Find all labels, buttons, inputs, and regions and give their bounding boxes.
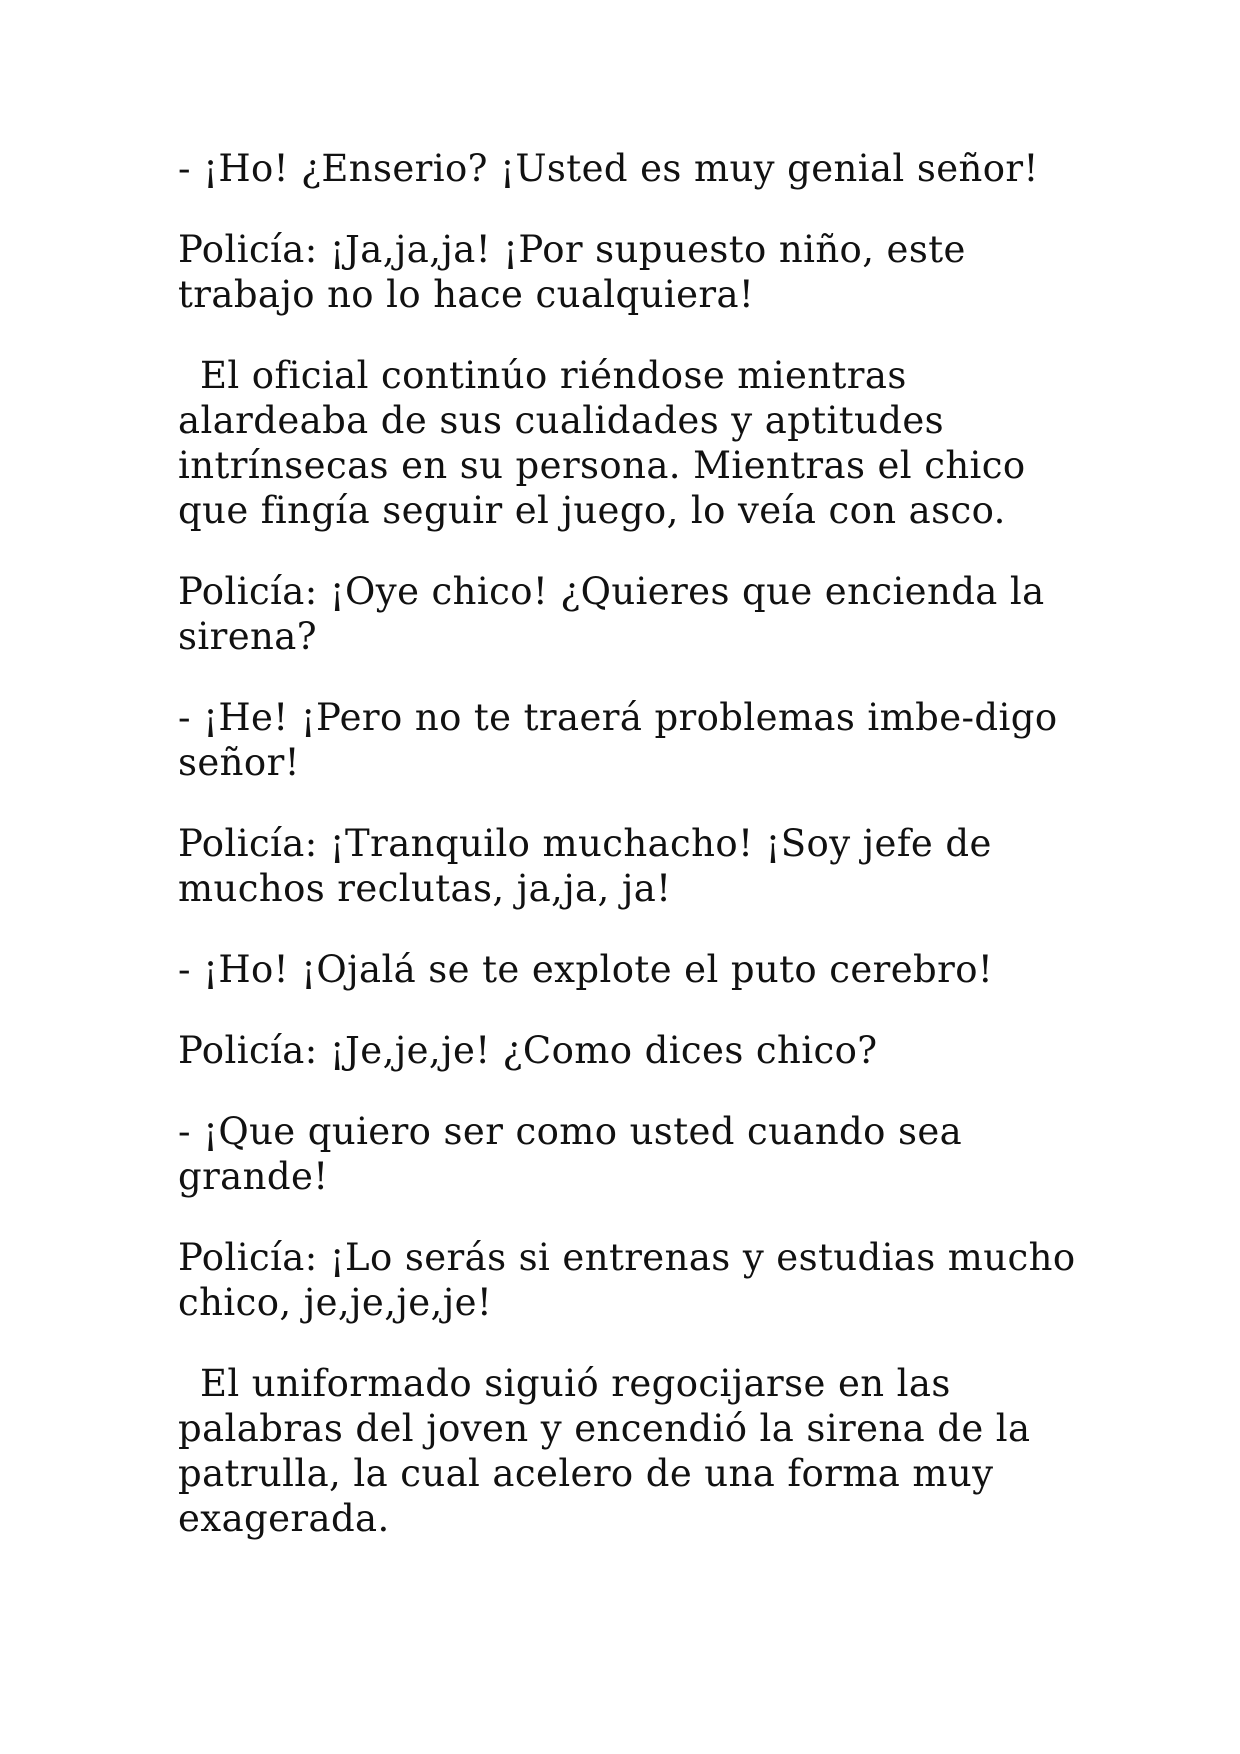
paragraph-dialogue: Policía: ¡Oye chico! ¿Quieres que encienda la sirena? [178, 570, 1045, 658]
paragraph-dialogue: - ¡Que quiero ser como usted cuando sea grande! [178, 1110, 963, 1198]
paragraph-dialogue: Policía: ¡Tranquilo muchacho! ¡Soy jefe de muchos reclutas, ja,ja, ja! [178, 822, 992, 910]
story-text [178, 146, 1078, 1577]
paragraph-dialogue: Policía: ¡Je,je,je! ¿Como dices chico? [178, 1029, 878, 1072]
paragraph-dialogue: - ¡He! ¡Pero no te traerá problemas imbe-digo señor! [178, 696, 1058, 784]
paragraph-dialogue: Policía: ¡Ja,ja,ja! ¡Por supuesto niño, este trabajo no lo hace cualquiera! [178, 228, 966, 316]
paragraph-dialogue: - ¡Ho! ¿Enserio? ¡Usted es muy genial señor! [178, 147, 1039, 190]
paragraph-narration: El uniformado siguió regocijarse en las palabras del joven y encendió la sirena de la patrulla, la cual acelero de una forma muy exagerada. [178, 1362, 1031, 1540]
paragraph-dialogue: Policía: ¡Lo serás si entrenas y estudias mucho chico, je,je,je,je! [178, 1236, 1076, 1324]
paragraph-dialogue: - ¡Ho! ¡Ojalá se te explote el puto cerebro! [178, 948, 994, 991]
paragraph-narration: El oficial continúo riéndose mientras alardeaba de sus cualidades y aptitudes intrínsecas en su persona. Mientras el chico que fingía seguir el juego, lo veía con asco. [178, 354, 1026, 532]
